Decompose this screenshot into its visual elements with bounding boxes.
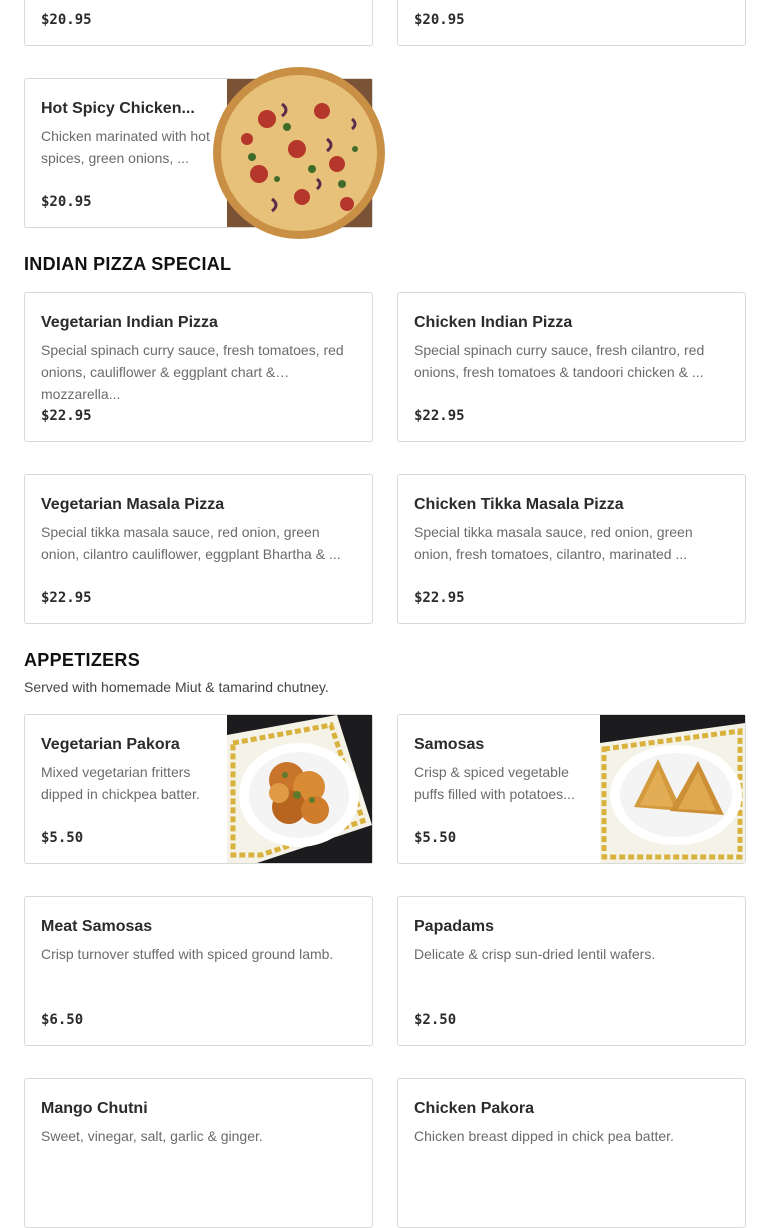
item-description: Crisp & spiced vegetable puffs filled with potatoes... — [414, 764, 575, 802]
item-title: Vegetarian Pakora — [41, 736, 180, 753]
menu-item-card[interactable] — [397, 474, 746, 624]
item-price: $5.50 — [414, 830, 457, 846]
menu-item-card[interactable] — [24, 1078, 373, 1228]
menu-item-card[interactable] — [397, 1078, 746, 1228]
menu-item-card[interactable] — [24, 714, 373, 864]
item-title: Mango Chutni — [41, 1100, 148, 1117]
samosas-photo — [600, 715, 745, 863]
item-title: Meat Samosas — [41, 918, 153, 935]
item-price: $22.95 — [414, 590, 465, 606]
item-price: $22.95 — [414, 408, 465, 424]
item-description: Mixed vegetarian fritters dipped in chickpea batter. — [41, 764, 200, 802]
item-price: $2.50 — [414, 1012, 457, 1028]
item-price: $20.95 — [41, 194, 92, 210]
item-description: Special spinach curry sauce, fresh cilantro, red onions, fresh tomatoes & tandoori chicken & ... — [414, 342, 705, 380]
item-title: Chicken Pakora — [414, 1100, 535, 1117]
item-title: Hot Spicy Chicken... — [41, 100, 195, 117]
item-description: Delicate & crisp sun-dried lentil wafers. — [414, 946, 656, 962]
pizza-photo — [227, 79, 372, 227]
item-description: Special spinach curry sauce, fresh tomatoes, red onions, cauliflower & eggplant chart & mozzarella... — [41, 342, 344, 402]
menu-item-card[interactable] — [24, 292, 373, 442]
item-description: Sweet, vinegar, salt, garlic & ginger. — [41, 1128, 263, 1144]
section-title-appetizers: APPETIZERS — [24, 650, 141, 670]
menu-item-card[interactable] — [397, 714, 746, 864]
menu-item-card[interactable] — [397, 292, 746, 442]
menu-item-card[interactable] — [24, 474, 373, 624]
menu-item-card[interactable] — [397, 0, 746, 46]
item-title: Chicken Tikka Masala Pizza — [414, 496, 624, 513]
item-description: Special tikka masala sauce, red onion, green onion, cilantro cauliflower, eggplant Bhartha & ... — [41, 524, 341, 562]
item-description: Chicken marinated with hot spices, green onions, ... — [41, 128, 210, 166]
item-price: $6.50 — [41, 1012, 84, 1028]
item-title: Chicken Indian Pizza — [414, 314, 573, 331]
item-price: $5.50 — [41, 830, 84, 846]
menu-item-card[interactable] — [397, 896, 746, 1046]
section-note: Served with homemade Miut & tamarind chutney. — [24, 679, 329, 695]
item-title: Samosas — [414, 736, 485, 753]
item-title: Vegetarian Masala Pizza — [41, 496, 225, 513]
menu-item-card-hot-spicy-chicken[interactable] — [24, 78, 373, 228]
item-price: $20.95 — [41, 12, 92, 28]
item-title: Vegetarian Indian Pizza — [41, 314, 218, 331]
item-price: $22.95 — [41, 408, 92, 424]
menu-item-card[interactable] — [24, 0, 373, 46]
item-price: $22.95 — [41, 590, 92, 606]
menu-item-card[interactable] — [24, 896, 373, 1046]
item-description: Special tikka masala sauce, red onion, green onion, fresh tomatoes, cilantro, marinated ... — [414, 524, 693, 562]
item-price: $20.95 — [414, 12, 465, 28]
item-description: Chicken breast dipped in chick pea batter. — [414, 1128, 674, 1144]
item-title: Papadams — [414, 918, 495, 935]
section-title-indian-pizza: INDIAN PIZZA SPECIAL — [24, 254, 232, 274]
item-description: Crisp turnover stuffed with spiced ground lamb. — [41, 946, 334, 962]
pakora-photo — [227, 715, 372, 863]
